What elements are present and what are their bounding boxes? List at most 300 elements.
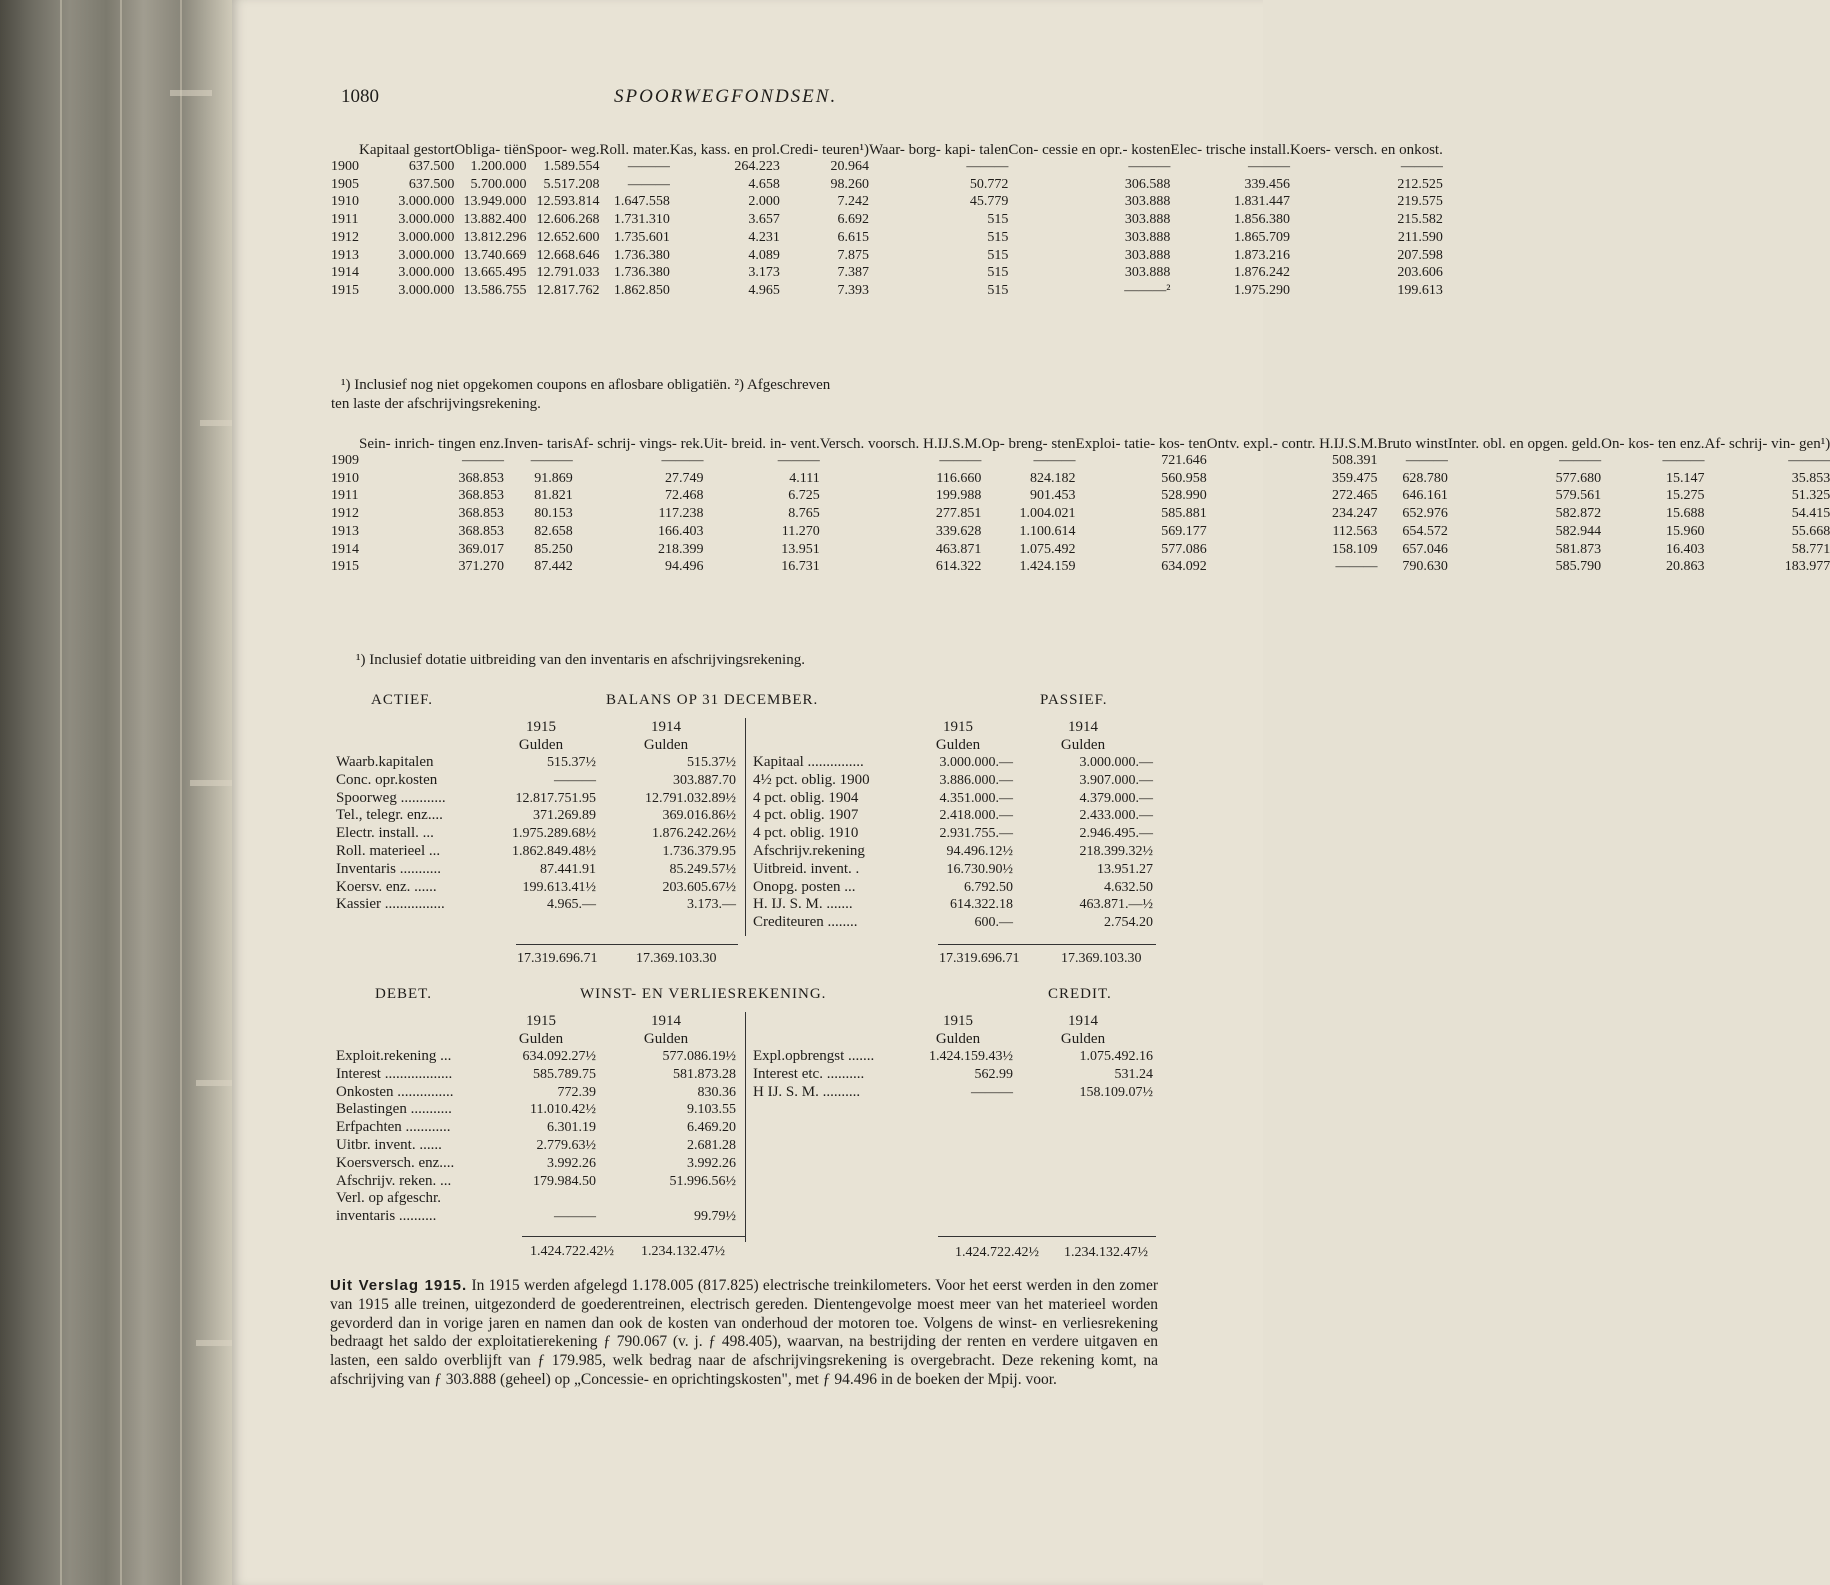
value-cell: ——— (1662, 453, 1705, 468)
table-row (331, 211, 1443, 229)
value-cell: 303.888 (1124, 229, 1171, 245)
ledger-value: 218.399.32½ (1079, 843, 1153, 859)
value-cell: 35.853 (1791, 470, 1830, 486)
value-cell: 51.325 (1791, 488, 1830, 504)
ledger-label: Interest etc. .......... (753, 1065, 865, 1082)
ledger-value: 577.086.19½ (662, 1049, 736, 1064)
value-cell: 3.000.000 (398, 247, 455, 263)
capital-table-header (331, 142, 1443, 158)
ledger-row (336, 1119, 736, 1137)
ledger-value: 87.441.91 (540, 861, 596, 877)
table-row (331, 505, 1830, 523)
value-cell: 368.853 (458, 488, 504, 504)
exploitation-table (331, 436, 1830, 576)
ledger-value: 585.789.75 (533, 1066, 596, 1082)
value-cell: 27.749 (665, 470, 704, 486)
year-header: 1914 (651, 1013, 681, 1029)
ledger-value: 158.109.07½ (1079, 1084, 1153, 1100)
value-cell: 12.668.646 (536, 247, 600, 263)
year-header: 1915 (943, 1013, 973, 1029)
value-cell: ——— (966, 159, 1009, 174)
ledger-value: 3.886.000.— (939, 772, 1013, 788)
ledger-label: Uitbr. invent. ...... (336, 1136, 442, 1153)
value-cell: 1.862.850 (613, 282, 670, 298)
ledger-value: 2.418.000.— (939, 808, 1013, 824)
value-cell: ——— (530, 453, 573, 468)
ledger-value: 2.931.755.— (939, 826, 1013, 842)
value-cell: 646.161 (1402, 488, 1448, 504)
ledger-label: Onkosten ............... (336, 1083, 454, 1100)
ledger-row (336, 1173, 736, 1191)
table2-footnote: ¹) Inclusief dotatie uitbreiding van den inventaris en afschrijvingsrekening. (356, 652, 805, 668)
year-cell: 1910 (331, 470, 359, 486)
winst-credit-table (753, 1012, 1153, 1101)
ledger-label: 4 pct. oblig. 1910 (753, 825, 859, 842)
book-binding-edge (0, 0, 232, 1585)
winst-total-right-b: 1.234.132.47½ (1064, 1245, 1148, 1260)
value-cell: 1.736.380 (613, 265, 670, 281)
table-row (331, 452, 1830, 470)
value-cell: 15.960 (1665, 523, 1705, 539)
ledger-value: 3.907.000.— (1079, 772, 1153, 788)
ledger-value: 2.681.28 (687, 1137, 736, 1153)
ledger-value: 515.37½ (547, 755, 596, 770)
ledger-label: Afschrijv.rekening (753, 842, 865, 859)
ledger-label: 4 pct. oblig. 1907 (753, 807, 859, 824)
ledger-row (753, 772, 1153, 790)
ledger-row (336, 1208, 736, 1226)
balans-right-heading: PASSIEF. (1040, 692, 1108, 708)
ledger-value: 179.984.50 (533, 1173, 596, 1189)
ledger-value: 16.730.90½ (946, 861, 1013, 877)
balans-total-right-b: 17.369.103.30 (1061, 951, 1142, 966)
ledger-label: 4½ pct. oblig. 1900 (753, 771, 870, 788)
value-cell: 528.990 (1161, 488, 1207, 504)
value-cell: 824.182 (1030, 470, 1076, 486)
value-cell: 277.851 (935, 506, 982, 522)
value-cell: 652.976 (1402, 506, 1448, 522)
value-cell: 12.606.268 (536, 212, 600, 228)
column-header: Waar- borg- kapi- talen (868, 142, 1009, 158)
value-cell: ——— (1247, 159, 1290, 174)
balans-passief-table (753, 718, 1153, 932)
report-text: In 1915 werden afgelegd 1.178.005 (817.825) electrische treinkilometers. Voor het eerst werden in den zomer van 1915 alle treinen, uitgezonderd de goederentreinen, electrisch gereden. Dientengevolge moest meer van het materieel worden gevorderd dan in vorige jaren en namen dan ook de kosten van onderhoud der motoren toe. Volgens de winst- en verliesrekening bedraagt het saldo der exploitatierekening ƒ 790.067 (v. j. ƒ 498.405), waarvan, na bestrijding der renten en verdere uitgaven en lasten, een saldo overblijft van ƒ 179.985, welk bedrag naar de afschrijvingsrekening is overgebracht. Deze rekening komt, na afschrijving van ƒ 303.888 (geheel) op „Concessie- en oprichtingskosten", met ƒ 94.496 in de boeken der Mpij. voor. (330, 1277, 1158, 1388)
value-cell: 7.387 (837, 265, 869, 281)
ledger-label: Koersversch. enz.... (336, 1154, 455, 1171)
value-cell: ——— (627, 159, 670, 174)
value-cell: 5.700.000 (470, 176, 527, 192)
value-cell: 1.975.290 (1233, 282, 1290, 298)
balans-total-rule-left (516, 944, 738, 945)
ledger-row (336, 1190, 736, 1208)
value-cell: 16.403 (1665, 541, 1705, 557)
winst-divider (745, 1012, 746, 1242)
ledger-row (753, 790, 1153, 808)
year-cell: 1905 (331, 176, 359, 192)
ledger-label: inventaris .......... (336, 1208, 437, 1225)
ledger-row (336, 896, 736, 914)
value-cell: 3.000.000 (398, 212, 455, 228)
year-cell: 1909 (331, 453, 359, 468)
binding-mark (190, 780, 232, 786)
ledger-row (753, 825, 1153, 843)
column-header (331, 142, 359, 158)
balans-divider (745, 718, 746, 936)
column-header: Inven- taris (503, 436, 573, 452)
year-cell: 1915 (331, 559, 359, 575)
value-cell: 98.260 (830, 176, 869, 192)
value-cell: 463.871 (935, 541, 982, 557)
value-cell: 628.780 (1402, 470, 1448, 486)
ledger-row (336, 861, 736, 879)
value-cell: 218.399 (658, 541, 704, 557)
value-cell: 1.735.601 (613, 229, 670, 245)
value-cell: 1.736.380 (613, 247, 670, 263)
ledger-label: H IJ. S. M. .......... (753, 1083, 861, 1100)
value-cell: 16.731 (781, 559, 820, 575)
exploitation-table-body (331, 452, 1830, 576)
ledger-label: Kassier ................ (336, 896, 445, 913)
value-cell: 13.665.495 (463, 265, 527, 281)
ledger-row (336, 1048, 736, 1066)
table-row (331, 541, 1830, 559)
ledger-value: 369.016.86½ (662, 808, 736, 824)
value-cell: 585.881 (1161, 506, 1207, 522)
ledger-label: Uitbreid. invent. . (753, 860, 860, 877)
ledger-label: 4 pct. oblig. 1904 (753, 789, 859, 806)
ledger-value: 1.736.379.95 (662, 843, 736, 859)
value-cell: 303.888 (1124, 194, 1171, 210)
ledger-row (753, 754, 1153, 772)
value-cell: 560.958 (1161, 470, 1207, 486)
year-header: 1914 (1068, 719, 1098, 735)
ledger-value: 772.39 (557, 1084, 596, 1100)
value-cell: 81.821 (534, 488, 573, 504)
ledger-label: Koersv. enz. ...... (336, 878, 437, 895)
value-cell: 1.200.000 (470, 159, 527, 174)
column-header: Ontv. expl.- contr. H.IJ.S.M. (1206, 436, 1378, 452)
value-cell: 4.111 (789, 470, 820, 486)
column-header: Inter. obl. en opgen. geld. (1447, 436, 1602, 452)
value-cell: 582.944 (1555, 523, 1602, 539)
ledger-value: 1.862.849.48½ (512, 843, 596, 859)
winst-debet-table (336, 1012, 736, 1226)
ledger-value: 6.469.20 (687, 1120, 736, 1136)
year-header: 1915 (943, 719, 973, 735)
column-header: Exploi- tatie- kos- ten (1075, 436, 1207, 452)
value-cell: 8.765 (788, 506, 820, 522)
balans-total-right-a: 17.319.696.71 (939, 951, 1020, 966)
year-cell: 1914 (331, 541, 359, 557)
ledger-value: 4.379.000.— (1079, 790, 1153, 806)
value-cell: ——— (661, 453, 704, 468)
ledger-label: Onopg. posten ... (753, 878, 856, 895)
winst-total-left-a: 1.424.722.42½ (530, 1244, 614, 1259)
value-cell: 637.500 (408, 159, 455, 174)
ledger-value: 94.496.12½ (946, 843, 1013, 859)
column-header: Con- cessie en opr.- kosten (1008, 142, 1171, 158)
ledger-value: 2.754.20 (1104, 915, 1153, 931)
value-cell: 55.668 (1791, 523, 1830, 539)
ledger-value: 9.103.55 (687, 1102, 736, 1118)
ledger-label: Spoorweg ............ (336, 789, 446, 806)
ledger-label: Inventaris ........... (336, 860, 441, 877)
year-cell: 1914 (331, 265, 359, 281)
value-cell: 7.242 (837, 194, 869, 210)
ledger-row (753, 807, 1153, 825)
value-cell: ——— (1033, 453, 1076, 468)
value-cell: 20.863 (1665, 559, 1705, 575)
winst-total-rule-left (522, 1236, 746, 1237)
winst-total-rule-right (938, 1236, 1156, 1237)
unit-header: Gulden (1060, 737, 1106, 753)
balans-left-heading: ACTIEF. (371, 692, 434, 708)
ledger-value: 13.951.27 (1097, 861, 1153, 877)
table-row (331, 176, 1443, 194)
value-cell: 72.468 (665, 488, 704, 504)
value-cell: 234.247 (1331, 506, 1378, 522)
value-cell: 7.875 (837, 247, 869, 263)
year-cell: 1912 (331, 229, 359, 245)
value-cell: 359.475 (1331, 470, 1378, 486)
ledger-row (336, 1137, 736, 1155)
value-cell: 12.817.762 (536, 282, 600, 298)
ledger-row (336, 754, 736, 772)
ledger-value: 562.99 (974, 1066, 1013, 1082)
value-cell: 306.588 (1124, 176, 1171, 192)
ledger-row (336, 1066, 736, 1084)
value-cell: 1.873.216 (1233, 247, 1290, 263)
value-cell: 1.865.709 (1233, 229, 1290, 245)
value-cell: 13.949.000 (463, 194, 527, 210)
winst-right-heading: CREDIT. (1048, 986, 1112, 1002)
value-cell: 5.517.208 (543, 176, 600, 192)
value-cell: 1.075.492 (1019, 541, 1076, 557)
value-cell: 12.593.814 (536, 194, 600, 210)
value-cell: 4.658 (748, 176, 780, 192)
value-cell: 199.988 (935, 488, 982, 504)
ledger-value: 6.301.19 (547, 1120, 596, 1136)
balans-actief-table (336, 718, 736, 914)
ledger-value: 2.779.63½ (536, 1137, 596, 1153)
value-cell: 1.647.558 (613, 194, 670, 210)
ledger-value: ——— (554, 772, 596, 788)
ledger-value: 1.075.492.16 (1079, 1049, 1153, 1064)
year-cell: 1911 (331, 488, 359, 504)
table-row (331, 558, 1830, 576)
ledger-label: Conc. opr.kosten (336, 771, 438, 788)
value-cell: ——— (461, 453, 504, 468)
ledger-row (336, 825, 736, 843)
annual-report-paragraph (330, 1277, 1158, 1390)
ledger-value: 99.79½ (694, 1209, 736, 1225)
table1-footnote-line1: ¹) Inclusief nog niet opgekomen coupons en aflosbare obligatiën. ²) Afgeschreven (341, 377, 831, 393)
value-cell: 515 (987, 282, 1009, 298)
value-cell: 303.888 (1124, 247, 1171, 263)
winst-total-right-a: 1.424.722.42½ (955, 1245, 1039, 1260)
ledger-label: Afschrijv. reken. ... (336, 1172, 452, 1189)
value-cell: 368.853 (458, 506, 504, 522)
ledger-row (336, 772, 736, 790)
value-cell: 50.772 (969, 176, 1009, 192)
value-cell: 3.000.000 (398, 282, 455, 298)
value-cell: 790.630 (1402, 559, 1448, 575)
column-header: Koers- versch. en onkost. (1289, 142, 1443, 158)
ledger-value: 85.249.57½ (669, 861, 736, 877)
year-cell: 1913 (331, 523, 359, 539)
ledger-row (753, 843, 1153, 861)
value-cell: 15.147 (1665, 470, 1705, 486)
value-cell: 581.873 (1555, 541, 1602, 557)
ledger-label: Belastingen ........... (336, 1101, 452, 1118)
value-cell: 12.652.600 (536, 229, 600, 245)
value-cell: 54.415 (1791, 506, 1830, 522)
value-cell: 1.100.614 (1019, 523, 1076, 539)
value-cell: 82.658 (534, 523, 573, 539)
value-cell: 91.869 (534, 470, 573, 486)
value-cell: 58.771 (1791, 541, 1830, 557)
value-cell: 368.853 (458, 470, 504, 486)
ledger-row (753, 896, 1153, 914)
value-cell: 2.000 (748, 194, 780, 210)
ledger-value: 830.36 (697, 1084, 736, 1100)
ledger-row (336, 843, 736, 861)
table-row (331, 264, 1443, 282)
value-cell: 13.882.400 (463, 212, 527, 228)
winst-total-left-b: 1.234.132.47½ (641, 1244, 725, 1259)
value-cell: 3.173 (748, 265, 780, 281)
value-cell: 112.563 (1332, 523, 1378, 539)
ledger-value: 600.— (974, 915, 1013, 931)
year-cell: 1912 (331, 506, 359, 522)
value-cell: 15.688 (1665, 506, 1705, 522)
value-cell: 11.270 (781, 523, 820, 539)
value-cell: ——— (939, 453, 982, 468)
value-cell: 339.456 (1244, 176, 1290, 192)
ledger-value: 4.351.000.— (939, 790, 1013, 806)
value-cell: 116.660 (936, 470, 982, 486)
year-cell: 1915 (331, 282, 359, 298)
value-cell: 212.525 (1397, 176, 1443, 192)
ledger-value: 51.996.56½ (669, 1173, 736, 1189)
ledger-value: ——— (554, 1209, 596, 1225)
value-cell: 1.876.242 (1233, 265, 1290, 281)
column-header: Kas, kass. en prol. (669, 142, 780, 158)
table-row (331, 470, 1830, 488)
ledger-value: 203.605.67½ (662, 879, 736, 895)
value-cell: 183.977 (1784, 559, 1830, 575)
value-cell: 80.153 (534, 506, 573, 522)
year-header: 1914 (651, 719, 681, 735)
value-cell: 6.615 (837, 229, 869, 245)
value-cell: 303.888 (1124, 212, 1171, 228)
value-cell: 4.089 (748, 247, 780, 263)
value-cell: 3.657 (748, 212, 780, 228)
table1-footnote-line2: ten laste der afschrijvingsrekening. (331, 396, 541, 412)
value-cell: 515 (987, 229, 1009, 245)
year-header: 1914 (1068, 1013, 1098, 1029)
balans-total-rule-right (938, 944, 1156, 945)
value-cell: 614.322 (935, 559, 982, 575)
value-cell: 272.465 (1331, 488, 1378, 504)
ledger-value (486, 1190, 596, 1208)
ledger-row (336, 1084, 736, 1102)
ledger-row (336, 790, 736, 808)
value-cell: 901.453 (1030, 488, 1076, 504)
ledger-row (753, 1084, 1153, 1102)
ledger-value: 531.24 (1114, 1066, 1153, 1082)
column-header: Versch. voorsch. H.IJ.S.M. (819, 436, 982, 452)
ledger-row (753, 1048, 1153, 1066)
value-cell: 368.853 (458, 523, 504, 539)
value-cell: 339.628 (935, 523, 982, 539)
exploitation-table-header (331, 436, 1830, 452)
ledger-label: H. IJ. S. M. ....... (753, 896, 853, 913)
value-cell: ——— (1559, 453, 1602, 468)
unit-header: Gulden (643, 1031, 689, 1047)
ledger-label: Erfpachten ............ (336, 1119, 451, 1136)
unit-header: Gulden (643, 737, 689, 753)
ledger-label: Waarb.kapitalen (336, 754, 434, 770)
value-cell: 94.496 (665, 559, 704, 575)
ledger-label: Interest .................. (336, 1065, 453, 1082)
binding-mark (170, 90, 212, 96)
value-cell: 13.812.296 (463, 229, 527, 245)
value-cell: 4.965 (748, 282, 780, 298)
page-edge (60, 0, 62, 1585)
ledger-value: 1.876.242.26½ (652, 826, 736, 842)
value-cell: 215.582 (1397, 212, 1443, 228)
capital-table-body (331, 158, 1443, 300)
value-cell: 158.109 (1331, 541, 1378, 557)
value-cell: 1.856.380 (1233, 212, 1290, 228)
ledger-value (596, 1190, 736, 1208)
value-cell: 577.680 (1555, 470, 1602, 486)
value-cell: ———² (1124, 282, 1171, 298)
value-cell: 203.606 (1397, 265, 1443, 281)
ledger-label: Exploit.rekening ... (336, 1048, 452, 1064)
table-row (331, 282, 1443, 300)
winst-left-heading: DEBET. (375, 986, 432, 1002)
value-cell: 654.572 (1402, 523, 1448, 539)
value-cell: 199.613 (1397, 282, 1443, 298)
value-cell: 369.017 (458, 541, 504, 557)
value-cell: 582.872 (1555, 506, 1602, 522)
value-cell: 637.500 (408, 176, 455, 192)
value-cell: 211.590 (1397, 229, 1443, 245)
column-header: Af- schrij- vings- rek. (572, 436, 704, 452)
unit-header: Gulden (518, 1031, 564, 1047)
value-cell: 6.692 (837, 212, 869, 228)
ledger-label: Electr. install. ... (336, 825, 434, 842)
value-cell: 20.964 (830, 159, 869, 174)
column-header: Uit- breid. in- vent. (703, 436, 820, 452)
year-cell: 1913 (331, 247, 359, 263)
unit-header: Gulden (1060, 1031, 1106, 1047)
value-cell: 117.238 (658, 506, 704, 522)
capital-table (331, 142, 1443, 300)
ledger-value: 12.791.032.89½ (645, 790, 736, 806)
ledger-value: 3.992.26 (687, 1155, 736, 1171)
ledger-value: 1.975.289.68½ (512, 826, 596, 842)
value-cell: 508.391 (1331, 453, 1378, 468)
year-cell: 1900 (331, 159, 359, 174)
value-cell: 569.177 (1161, 523, 1207, 539)
ledger-row (336, 1155, 736, 1173)
value-cell: 1.589.554 (543, 159, 600, 174)
value-cell: 1.731.310 (613, 212, 670, 228)
column-header: Credi- teuren¹) (779, 142, 869, 158)
